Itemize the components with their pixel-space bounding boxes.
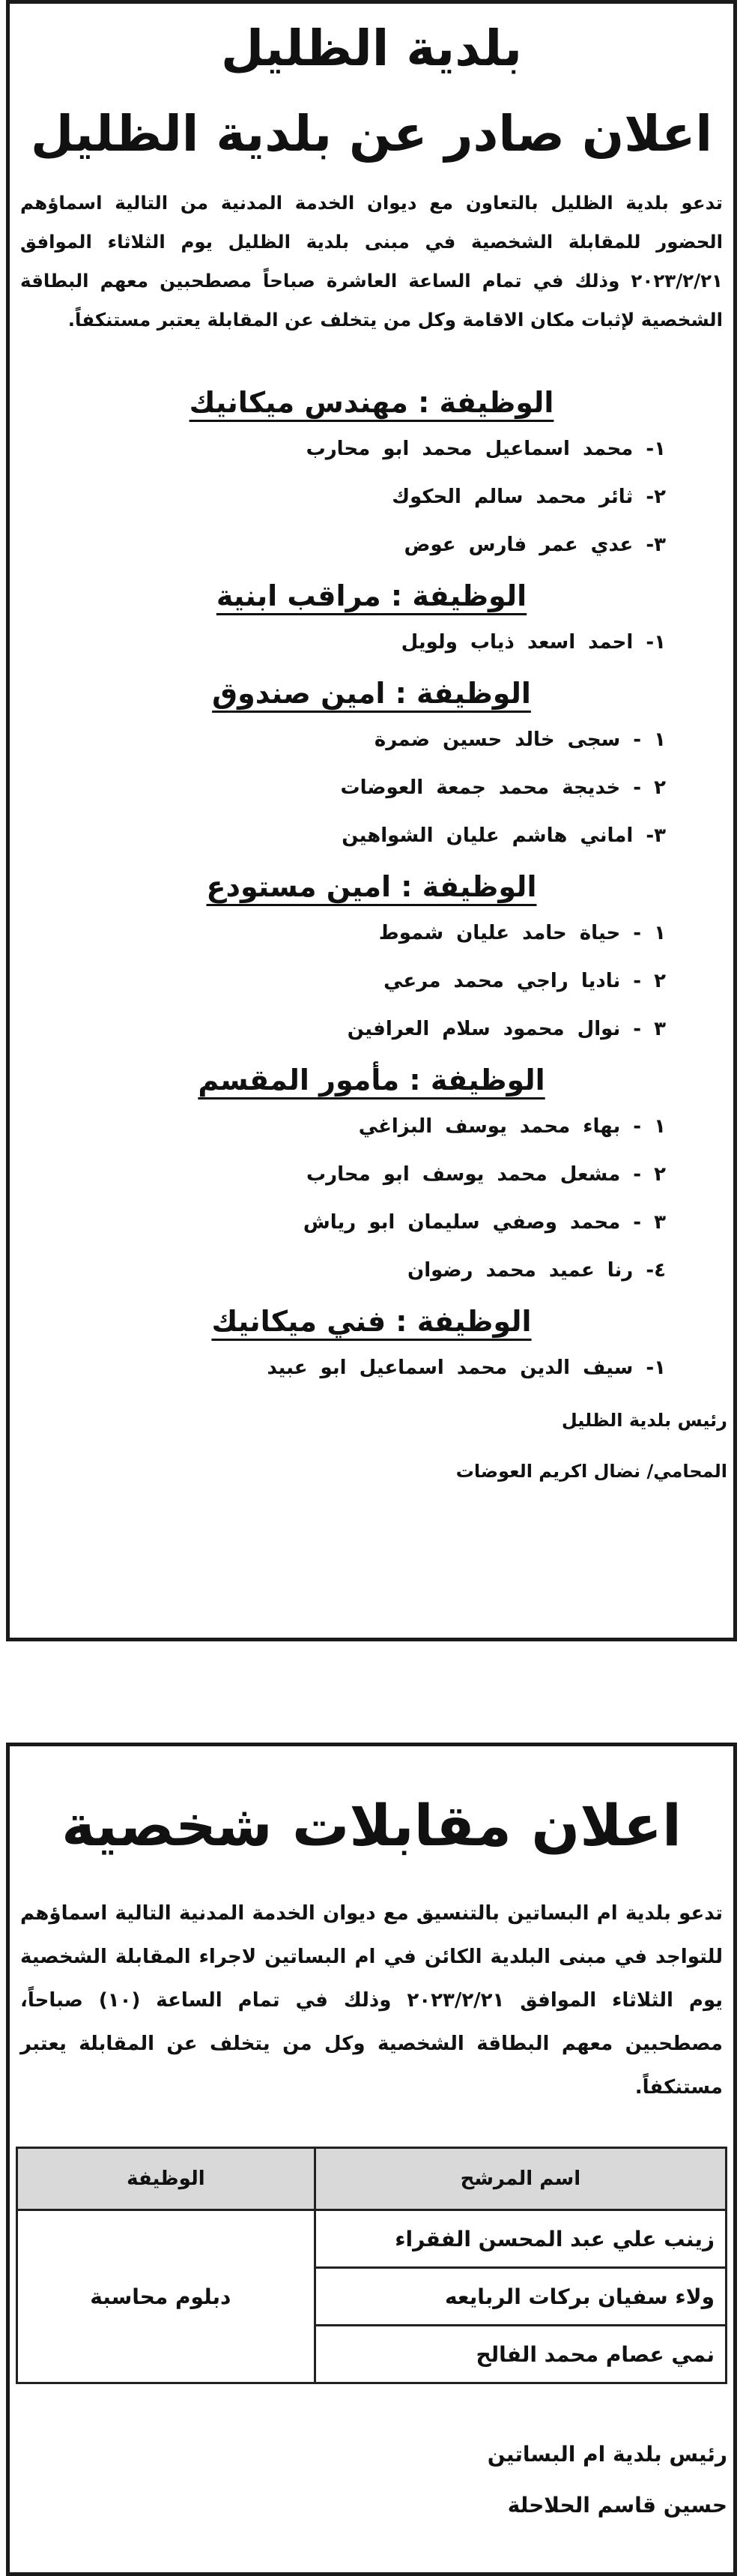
- candidate-name: ١- سيف الدين محمد اسماعيل ابو عبيد: [267, 1357, 666, 1379]
- candidate-name: ٢- ثائر محمد سالم الحكوك: [392, 486, 666, 508]
- signature-name: حسين قاسم الحلاحلة: [507, 2493, 727, 2518]
- job-title: الوظيفة : مهندس ميكانيك: [189, 386, 554, 419]
- announcement-al-dhlail: [6, 0, 737, 1641]
- candidate-name: ٢ - مشعل محمد يوسف ابو محارب: [306, 1163, 666, 1186]
- candidate-name: ١- محمد اسماعيل محمد ابو محارب: [306, 438, 666, 460]
- table-row: [17, 2210, 727, 2268]
- job-title: الوظيفة : مراقب ابنية: [216, 579, 527, 612]
- job-section: [10, 1299, 733, 1392]
- announcement-subtitle: اعلان صادر عن بلدية الظليل: [30, 105, 713, 163]
- announcement-umm-al-basatin: [6, 1743, 737, 2576]
- job-title: الوظيفة : امين مستودع: [206, 870, 537, 903]
- candidate-name: ٣ - محمد وصفي سليمان ابو رياش: [303, 1211, 666, 1234]
- job-cell: دبلوم محاسبة: [17, 2210, 315, 2383]
- job-section: [10, 864, 733, 1053]
- candidate-name: ١ - سجى خالد حسين ضمرة: [374, 729, 666, 751]
- candidate-name: ٤- رنا عميد محمد رضوان: [407, 1259, 666, 1282]
- signature-name: المحامي/ نضال اكريم العوضات: [455, 1461, 727, 1482]
- column-header-name: اسم المرشح: [315, 2148, 726, 2210]
- announcement-body: تدعو بلدية ام البساتين بالتنسيق مع ديوان الخدمة المدنية التالية اسماؤهم للتواجد في مبنى البلدية الكائن في ام البساتين لاجراء المقابلة الشخصية يوم الثلاثاء الموافق ٢٠٢٣/٢/٢١ وذلك في تمام الساعة (١٠) صباحاً، مصطحبين معهم البطاقة الشخصية وكل من يتخلف عن المقابلة يعتبر مستنكفاً.: [20, 1902, 724, 2099]
- candidate-name: ١ - حياة حامد عليان شموط: [378, 922, 666, 944]
- candidate-name: ٢ - ناديا راجي محمد مرعي: [383, 970, 666, 992]
- candidate-name: ٢ - خديجة محمد جمعة العوضات: [340, 776, 666, 799]
- candidate-name: ٣ - نوال محمود سلام العرافين: [347, 1018, 666, 1040]
- job-section: [10, 671, 733, 860]
- job-title: الوظيفة : امين صندوق: [212, 677, 531, 710]
- announcement-body: تدعو بلدية الظليل بالتعاون مع ديوان الخدمة المدنية من التالية اسماؤهم الحضور للمقابلة الشخصية في مبنى بلدية الظليل يوم الثلاثاء الموافق ٢٠٢٣/٢/٢١ وذلك في تمام الساعة العاشرة صباحاً مصطحبين معهم البطاقة الشخصية لإثبات مكان الاقامة وكل من يتخلف عن المقابلة يعتبر مستنكفاً.: [20, 192, 723, 331]
- candidate-name: ١ - بهاء محمد يوسف البزاغي: [358, 1115, 666, 1138]
- candidate-name: ٣- اماني هاشم عليان الشواهين: [342, 824, 666, 847]
- job-section: [10, 573, 733, 666]
- municipality-title: بلدية الظليل: [220, 19, 523, 77]
- job-section: [10, 1058, 733, 1294]
- announcement-title: اعلان مقابلات شخصية: [61, 1792, 682, 1859]
- signature-title: رئيس بلدية الظليل: [561, 1410, 727, 1431]
- signature-title: رئيس بلدية ام البساتين: [487, 2442, 727, 2467]
- candidate-name: ١- احمد اسعد ذياب ولويل: [401, 631, 666, 654]
- job-title: الوظيفة : فني ميكانيك: [211, 1305, 532, 1338]
- candidate-name: نمي عصام محمد الفالح: [315, 2326, 726, 2383]
- candidate-name: زينب علي عبد المحسن الفقراء: [315, 2210, 726, 2268]
- job-section: [10, 380, 733, 569]
- job-title: الوظيفة : مأمور المقسم: [198, 1064, 545, 1097]
- column-header-job: الوظيفة: [17, 2148, 315, 2210]
- candidate-name: ولاء سفيان بركات الربايعه: [315, 2268, 726, 2326]
- candidates-table: [16, 2147, 727, 2384]
- candidate-name: ٣- عدي عمر فارس عوض: [404, 534, 666, 556]
